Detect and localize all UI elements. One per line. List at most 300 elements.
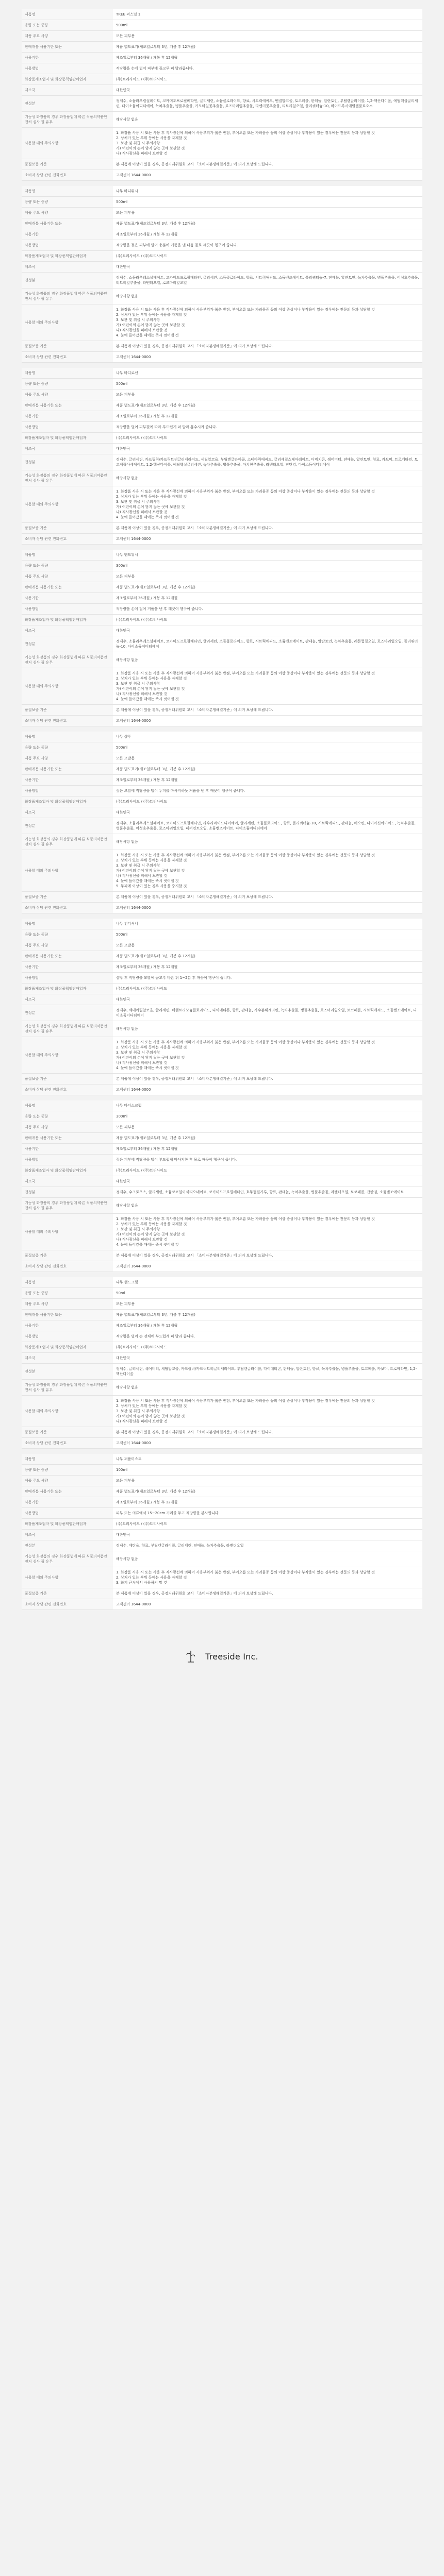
- row-value: 500ml: [113, 197, 422, 208]
- row-value: 정제수, 소듐라우레스설페이트, 코카미도프로필베타인, 라우라마이드디이에이, 글리세린, 소듐클로라이드, 향료, 폴리쿼터늄-10, 시트릭애씨드, 판테놀, 비오틴, 나이아신아마이드, 녹차추출물, 병풀추출물, 어성초추출물, 로즈마리잎오일, 페퍼민트오일, 소듐벤조에이트, 다이소듐이디티에이: [113, 818, 422, 834]
- table-row: [22, 218, 422, 229]
- table-row: [22, 652, 422, 668]
- footer: [0, 1615, 444, 1698]
- row-label: 전성분: [22, 636, 113, 652]
- row-value: 정제수, 세테아릴알코올, 글리세린, 베헨트리모늄클로라이드, 다이메티콘, 향료, 판테놀, 가수분해케라틴, 녹차추출물, 병풀추출물, 로즈마리잎오일, 토코페롤, 시트릭애씨드, 소듐벤조에이트, 다이소듐이디티에이: [113, 1005, 422, 1021]
- row-value: 나무 바디워시: [113, 186, 422, 197]
- table-row: [22, 940, 422, 951]
- table-row: [22, 1353, 422, 1364]
- row-value: 해당사항 없음: [113, 1198, 422, 1214]
- row-label: 판매개봉 사용기한 또는: [22, 1310, 113, 1320]
- table-row: [22, 929, 422, 940]
- row-value: 제품 별도표기(제조일로부터 3년, 개봉 후 12개월): [113, 42, 422, 53]
- table-row: [22, 1454, 422, 1465]
- table-row: [22, 1497, 422, 1508]
- table-row: [22, 1320, 422, 1331]
- row-value: 정제수, 소듐라우레스설페이트, 코카미도프로필베타인, 글리세린, 소듐클로라이드, 향료, 시트릭애씨드, 소듐벤조에이트, 폴리쿼터늄-7, 판테놀, 알란토인, 녹차추출물, 병풀추출물, 어성초추출물, 티트리잎추출물, 라벤더오일, 로즈마리잎오일: [113, 273, 422, 289]
- table-row: [22, 1037, 422, 1074]
- table-row: [22, 85, 422, 96]
- row-label: 기능성 화장품의 경우 화장품법에 따른 식품의약품안전처 심사 필 유무: [22, 112, 113, 128]
- row-value: 모든 모발용: [113, 940, 422, 951]
- product-info-table: [22, 550, 422, 726]
- row-value: 본 제품에 이상이 있을 경우, 공정거래위원회 고시 「소비자분쟁해결기준」에 의거 보상해 드립니다.: [113, 523, 422, 534]
- row-value: 고객센터 1644-0000: [113, 1261, 422, 1272]
- row-value: 제조일로부터 36개월 / 개봉 후 12개월: [113, 1320, 422, 1331]
- table-row: [22, 1310, 422, 1320]
- row-label: 판매개봉 사용기한 또는: [22, 1486, 113, 1497]
- table-row: [22, 1122, 422, 1133]
- table-row: [22, 159, 422, 170]
- row-label: 제조국: [22, 85, 113, 96]
- row-value: 제품 별도표기(제조일로부터 3년, 개봉 후 12개월): [113, 218, 422, 229]
- table-row: [22, 352, 422, 363]
- table-row: [22, 1299, 422, 1310]
- table-row: [22, 1165, 422, 1176]
- table-row: [22, 1074, 422, 1084]
- table-row: [22, 1567, 422, 1588]
- row-label: 용량 또는 중량: [22, 1111, 113, 1122]
- row-label: 소비자 상담 관련 전화번호: [22, 534, 113, 545]
- table-row: [22, 31, 422, 42]
- row-label: 제품명: [22, 1277, 113, 1288]
- row-value: 대한민국: [113, 994, 422, 1005]
- table-row: [22, 1133, 422, 1144]
- table-row: [22, 534, 422, 545]
- table-row: [22, 1111, 422, 1122]
- row-label: 사용기한: [22, 775, 113, 786]
- row-value: 제조일로부터 36개월 / 개봉 후 12개월: [113, 1497, 422, 1508]
- row-label: 화장품제조업자 및 화장품책임판매업자: [22, 74, 113, 85]
- row-label: 전성분: [22, 818, 113, 834]
- row-label: 용량 또는 중량: [22, 742, 113, 753]
- row-value: 1. 화장품 사용 시 또는 사용 후 직사광선에 의하여 사용부위가 붉은 반점, 부어오름 또는 가려움증 등의 이상 증상이나 부작용이 있는 경우에는 전문의 등과 상담할 것 2. 상처가 있는 부위 등에는 사용을 자제할 것 3. 보관 및 취급 시 주의사항 가) 어린이의 손이 닿지 않는 곳에 보관할 것 나) 직사광선을 피해서 보관할 것 4. 눈에 들어갔을 때에는 즉시 씻어낼 것: [113, 1037, 422, 1074]
- row-value: 나무 샴푸: [113, 732, 422, 742]
- row-value: 모든 피부용: [113, 1299, 422, 1310]
- row-value: 정제수, 수크로오스, 글리세린, 소듐코코일이세티오네이트, 코카미도프로필베타인, 호두껍질가루, 향료, 판테놀, 녹차추출물, 병풀추출물, 라벤더오일, 토코페롤, 잔탄검, 소듐벤조에이트: [113, 1187, 422, 1198]
- row-label: 기능성 화장품의 경우 화장품법에 따른 식품의약품안전처 심사 필 유무: [22, 470, 113, 486]
- table-row: [22, 1530, 422, 1540]
- row-value: 대한민국: [113, 807, 422, 818]
- row-value: 모든 피부용: [113, 31, 422, 42]
- row-label: 제품 주요 사양: [22, 1122, 113, 1133]
- table-row: [22, 1519, 422, 1530]
- table-row: [22, 818, 422, 834]
- row-label: 제품 주요 사양: [22, 571, 113, 582]
- row-value: (주)트리사이드 / (주)트리사이드: [113, 796, 422, 807]
- table-row: [22, 411, 422, 422]
- table-row: [22, 289, 422, 304]
- table-row: [22, 42, 422, 53]
- table-row: [22, 53, 422, 63]
- row-label: 사용방법: [22, 422, 113, 433]
- table-row: [22, 251, 422, 262]
- table-row: [22, 9, 422, 20]
- row-value: 해당사항 없음: [113, 470, 422, 486]
- row-label: 제조국: [22, 994, 113, 1005]
- row-label: 화장품제조업자 및 화장품책임판매업자: [22, 615, 113, 625]
- row-value: 모든 피부용: [113, 389, 422, 400]
- row-value: 해당사항 없음: [113, 112, 422, 128]
- row-value: 나무 바디스크럽: [113, 1100, 422, 1111]
- table-row: [22, 742, 422, 753]
- row-value: 적당량을 덜어 피부결에 따라 부드럽게 펴 발라 흡수시켜 줍니다.: [113, 422, 422, 433]
- row-label: 제품 주요 사양: [22, 389, 113, 400]
- table-row: [22, 444, 422, 454]
- row-label: 사용기한: [22, 1144, 113, 1155]
- row-value: 대한민국: [113, 625, 422, 636]
- table-row: [22, 1288, 422, 1299]
- row-label: 용량 또는 중량: [22, 561, 113, 571]
- table-row: [22, 1261, 422, 1272]
- row-value: TREE 퍼스널 1: [113, 9, 422, 20]
- row-label: 화장품제조업자 및 화장품책임판매업자: [22, 1165, 113, 1176]
- row-label: 사용기한: [22, 229, 113, 240]
- table-row: [22, 454, 422, 470]
- row-value: 1. 화장품 사용 시 또는 사용 후 직사광선에 의하여 사용부위가 붉은 반점, 부어오름 또는 가려움증 등의 이상 증상이나 부작용이 있는 경우에는 전문의 등과 상담할 것 2. 상처가 있는 부위 등에는 사용을 자제할 것 3. 보관 및 취급 시 주의사항 가) 어린이의 손이 닿지 않는 곳에 보관할 것 나) 직사광선을 피해서 보관할 것: [113, 1396, 422, 1427]
- row-label: 사용기한: [22, 411, 113, 422]
- table-row: [22, 705, 422, 716]
- row-label: 제품 주요 사양: [22, 1299, 113, 1310]
- row-label: 제품명: [22, 919, 113, 929]
- product-info-table: [22, 9, 422, 181]
- table-row: [22, 582, 422, 593]
- table-row: [22, 1476, 422, 1486]
- table-row: [22, 973, 422, 984]
- row-label: 기능성 화장품의 경우 화장품법에 따른 식품의약품안전처 심사 필 유무: [22, 834, 113, 850]
- row-value: 모든 피부용: [113, 1122, 422, 1133]
- table-row: [22, 984, 422, 994]
- row-value: 해당사항 없음: [113, 652, 422, 668]
- row-label: 용량 또는 중량: [22, 929, 113, 940]
- row-value: 500ml: [113, 742, 422, 753]
- row-value: (주)트리사이드 / (주)트리사이드: [113, 433, 422, 444]
- row-label: 제품 주요 사양: [22, 31, 113, 42]
- row-value: 정제수, 소듐라우레스설페이트, 코카미도프로필베타인, 글리세린, 소듐클로라이드, 향료, 시트릭애씨드, 소듐벤조에이트, 판테놀, 알란토인, 녹차추출물, 레몬껍질오일, 로즈마리잎오일, 폴리쿼터늄-10, 다이소듐이디티에이: [113, 636, 422, 652]
- row-value: (주)트리사이드 / (주)트리사이드: [113, 615, 422, 625]
- table-row: [22, 668, 422, 705]
- row-label: 사용방법: [22, 1331, 113, 1342]
- row-value: 나무 핸드크림: [113, 1277, 422, 1288]
- row-label: 판매개봉 사용기한 또는: [22, 1133, 113, 1144]
- row-label: 화장품제조업자 및 화장품책임판매업자: [22, 433, 113, 444]
- table-row: [22, 571, 422, 582]
- product-info-sections: [0, 9, 444, 1610]
- row-label: 소비자 상담 관련 전화번호: [22, 1084, 113, 1095]
- table-row: [22, 716, 422, 726]
- row-label: 품질보증 기준: [22, 1250, 113, 1261]
- row-label: 판매개봉 사용기한 또는: [22, 582, 113, 593]
- row-label: 전성분: [22, 1364, 113, 1380]
- brand-name: Treeside Inc.: [205, 1651, 258, 1662]
- row-label: 화장품제조업자 및 화장품책임판매업자: [22, 1342, 113, 1353]
- row-value: 본 제품에 이상이 있을 경우, 공정거래위원회 고시 「소비자분쟁해결기준」에 의거 보상해 드립니다.: [113, 159, 422, 170]
- row-value: (주)트리사이드 / (주)트리사이드: [113, 1519, 422, 1530]
- row-value: 1. 화장품 사용 시 또는 사용 후 직사광선에 의하여 사용부위가 붉은 반점, 부어오름 또는 가려움증 등의 이상 증상이나 부작용이 있는 경우에는 전문의 등과 상담할 것 2. 상처가 있는 부위 등에는 사용을 자제할 것 3. 보관 및 취급 시 주의사항 가) 어린이의 손이 닿지 않는 곳에 보관할 것 나) 직사광선을 피해서 보관할 것 4. 눈에 들어갔을 때에는 즉시 씻어낼 것: [113, 304, 422, 341]
- row-label: 소비자 상담 관련 전화번호: [22, 716, 113, 726]
- table-row: [22, 1486, 422, 1497]
- row-value: 모든 피부용: [113, 1476, 422, 1486]
- row-label: 제조국: [22, 262, 113, 273]
- row-label: 제품명: [22, 368, 113, 379]
- row-value: 제조일로부터 36개월 / 개봉 후 12개월: [113, 53, 422, 63]
- row-label: 품질보증 기준: [22, 1074, 113, 1084]
- product-info-table: [22, 186, 422, 363]
- row-label: 제조국: [22, 1530, 113, 1540]
- row-label: 제조국: [22, 625, 113, 636]
- row-label: 전성분: [22, 1187, 113, 1198]
- row-value: 고객센터 1644-0000: [113, 170, 422, 181]
- table-row: [22, 1540, 422, 1551]
- row-label: 화장품제조업자 및 화장품책임판매업자: [22, 251, 113, 262]
- table-row: [22, 892, 422, 903]
- table-row: [22, 170, 422, 181]
- table-row: [22, 786, 422, 796]
- row-value: 모든 모발용: [113, 753, 422, 764]
- table-row: [22, 273, 422, 289]
- row-value: 고객센터 1644-0000: [113, 534, 422, 545]
- row-label: 전성분: [22, 96, 113, 112]
- row-label: 기능성 화장품의 경우 화장품법에 따른 식품의약품안전처 심사 필 유무: [22, 652, 113, 668]
- row-label: 용량 또는 중량: [22, 20, 113, 31]
- table-row: [22, 486, 422, 523]
- table-row: [22, 850, 422, 892]
- row-label: 사용할 때의 주의사항: [22, 304, 113, 341]
- row-value: 정제수, 글리세린, 쉐어버터, 세틸알코올, 카프릴릭/카프릭트리글리세라이드, 부틸렌글라이콜, 다이메티콘, 판테놀, 알란토인, 향료, 녹차추출물, 병풀추출물, 토코페롤, 카보머, 트로메타민, 1,2-헥산다이올: [113, 1364, 422, 1380]
- row-label: 품질보증 기준: [22, 892, 113, 903]
- row-value: 정제수, 소듐라우릴설페이트, 코카미도프로필베타인, 글리세린, 소듐클로라이드, 향료, 시트릭애씨드, 벤질알코올, 토코페롤, 판테놀, 알란토인, 부틸렌글라이콜, 1,2-헥산다이올, 에틸헥실글리세린, 다이소듐이디티에이, 녹차추출물, 병풀추출물, 카모마일꽃추출물, 로즈마리잎추출물, 라벤더꽃추출물, 티트리잎오일, 폴리쿼터늄-10, 하이드록시에틸셀룰로오스: [113, 96, 422, 112]
- row-label: 기능성 화장품의 경우 화장품법에 따른 식품의약품안전처 심사 필 유무: [22, 1021, 113, 1037]
- tree-logo-icon: [186, 1650, 196, 1663]
- row-label: 사용기한: [22, 962, 113, 973]
- row-value: 해당사항 없음: [113, 1380, 422, 1396]
- row-label: 사용방법: [22, 604, 113, 615]
- product-info-table: [22, 1277, 422, 1449]
- table-row: [22, 625, 422, 636]
- table-row: [22, 1144, 422, 1155]
- table-row: [22, 1005, 422, 1021]
- table-row: [22, 764, 422, 775]
- row-label: 사용할 때의 주의사항: [22, 1396, 113, 1427]
- row-label: 사용방법: [22, 63, 113, 74]
- table-row: [22, 262, 422, 273]
- row-label: 판매개봉 사용기한 또는: [22, 218, 113, 229]
- row-value: 적당량을 젖은 피부에 덜어 충분히 거품을 낸 다음 물로 깨끗이 헹구어 줍니다.: [113, 240, 422, 251]
- row-label: 화장품제조업자 및 화장품책임판매업자: [22, 984, 113, 994]
- row-value: 적당량을 덜어 손 전체에 부드럽게 펴 발라 줍니다.: [113, 1331, 422, 1342]
- row-value: 젖은 모발에 적당량을 덜어 두피를 마사지하듯 거품을 낸 후 깨끗이 헹구어 줍니다.: [113, 786, 422, 796]
- row-value: 제품 별도표기(제조일로부터 3년, 개봉 후 12개월): [113, 764, 422, 775]
- table-row: [22, 1465, 422, 1476]
- table-row: [22, 561, 422, 571]
- table-row: [22, 1155, 422, 1165]
- row-value: 정제수, 글리세린, 카프릴릭/카프릭트리글리세라이드, 세틸알코올, 부틸렌글라이콜, 스테아릭애씨드, 글리세릴스테아레이트, 디메치콘, 쉐어버터, 판테놀, 알란토인, 향료, 카보머, 트로메타민, 토코페릴아세테이트, 1,2-헥산다이올, 에틸헥실글리세린, 녹차추출물, 병풀추출물, 마치현추출물, 라벤더오일, 잔탄검, 다이소듐이디티에이: [113, 454, 422, 470]
- row-value: 고객센터 1644-0000: [113, 1599, 422, 1610]
- row-label: 전성분: [22, 1540, 113, 1551]
- row-label: 제품 주요 사양: [22, 940, 113, 951]
- table-row: [22, 903, 422, 913]
- row-label: 품질보증 기준: [22, 159, 113, 170]
- table-row: [22, 919, 422, 929]
- row-value: 1. 화장품 사용 시 또는 사용 후 직사광선에 의하여 사용부위가 붉은 반점, 부어오름 또는 가려움증 등의 이상 증상이나 부작용이 있는 경우에는 전문의 등과 상담할 것 2. 상처가 있는 부위 등에는 사용을 자제할 것 3. 보관 및 취급 시 주의사항 가) 어린이의 손이 닿지 않는 곳에 보관할 것 나) 직사광선을 피해서 보관할 것: [113, 128, 422, 159]
- row-label: 품질보증 기준: [22, 1427, 113, 1438]
- row-label: 사용방법: [22, 1508, 113, 1519]
- row-label: 소비자 상담 관련 전화번호: [22, 170, 113, 181]
- row-value: (주)트리사이드 / (주)트리사이드: [113, 1342, 422, 1353]
- row-label: 용량 또는 중량: [22, 1288, 113, 1299]
- table-row: [22, 753, 422, 764]
- row-value: 나무 바디로션: [113, 368, 422, 379]
- row-label: 제조국: [22, 444, 113, 454]
- row-label: 전성분: [22, 1005, 113, 1021]
- row-value: 적당량을 손에 덜어 거품을 낸 후 깨끗이 헹구어 줍니다.: [113, 604, 422, 615]
- product-info-table: [22, 732, 422, 913]
- row-label: 소비자 상담 관련 전화번호: [22, 903, 113, 913]
- row-label: 기능성 화장품의 경우 화장품법에 따른 식품의약품안전처 심사 필 유무: [22, 1198, 113, 1214]
- row-value: 고객센터 1644-0000: [113, 352, 422, 363]
- row-value: 300ml: [113, 561, 422, 571]
- row-label: 전성분: [22, 454, 113, 470]
- row-value: 대한민국: [113, 85, 422, 96]
- row-label: 판매개봉 사용기한 또는: [22, 42, 113, 53]
- row-label: 사용기한: [22, 1497, 113, 1508]
- table-row: [22, 20, 422, 31]
- table-row: [22, 1187, 422, 1198]
- row-value: 해당사항 없음: [113, 289, 422, 304]
- row-value: 본 제품에 이상이 있을 경우, 공정거래위원회 고시 「소비자분쟁해결기준」에 의거 보상해 드립니다.: [113, 1588, 422, 1599]
- table-row: [22, 1250, 422, 1261]
- row-label: 기능성 화장품의 경우 화장품법에 따른 식품의약품안전처 심사 필 유무: [22, 1380, 113, 1396]
- row-value: 1. 화장품 사용 시 또는 사용 후 직사광선에 의하여 사용부위가 붉은 반점, 부어오름 또는 가려움증 등의 이상 증상이나 부작용이 있는 경우에는 전문의 등과 상담할 것 2. 상처가 있는 부위 등에는 사용을 자제할 것 3. 보관 및 취급 시 주의사항 가) 어린이의 손이 닿지 않는 곳에 보관할 것 나) 직사광선을 피해서 보관할 것 4. 눈에 들어갔을 때에는 즉시 씻어낼 것: [113, 668, 422, 705]
- row-value: 100ml: [113, 1465, 422, 1476]
- row-label: 소비자 상담 관련 전화번호: [22, 1599, 113, 1610]
- row-label: 화장품제조업자 및 화장품책임판매업자: [22, 796, 113, 807]
- row-value: 제품 별도표기(제조일로부터 3년, 개봉 후 12개월): [113, 1133, 422, 1144]
- row-value: 본 제품에 이상이 있을 경우, 공정거래위원회 고시 「소비자분쟁해결기준」에 의거 보상해 드립니다.: [113, 1427, 422, 1438]
- row-label: 제품명: [22, 1454, 113, 1465]
- row-label: 용량 또는 중량: [22, 1465, 113, 1476]
- table-row: [22, 389, 422, 400]
- row-label: 판매개봉 사용기한 또는: [22, 951, 113, 962]
- row-label: 사용방법: [22, 240, 113, 251]
- row-value: 제품 별도표기(제조일로부터 3년, 개봉 후 12개월): [113, 400, 422, 411]
- table-row: [22, 208, 422, 218]
- row-label: 사용방법: [22, 973, 113, 984]
- table-row: [22, 1021, 422, 1037]
- row-value: 피부 또는 의류에서 15~20cm 거리를 두고 적당량을 분사합니다.: [113, 1508, 422, 1519]
- table-row: [22, 615, 422, 625]
- table-row: [22, 1331, 422, 1342]
- table-row: [22, 379, 422, 389]
- product-info-table: [22, 1454, 422, 1610]
- row-value: 제품 별도표기(제조일로부터 3년, 개봉 후 12개월): [113, 582, 422, 593]
- row-label: 용량 또는 중량: [22, 197, 113, 208]
- table-row: [22, 1599, 422, 1610]
- row-value: 본 제품에 이상이 있을 경우, 공정거래위원회 고시 「소비자분쟁해결기준」에 의거 보상해 드립니다.: [113, 341, 422, 352]
- row-value: 모든 피부용: [113, 571, 422, 582]
- table-row: [22, 1084, 422, 1095]
- row-label: 제조국: [22, 1176, 113, 1187]
- row-value: 50ml: [113, 1288, 422, 1299]
- row-value: 500ml: [113, 20, 422, 31]
- row-label: 소비자 상담 관련 전화번호: [22, 1438, 113, 1449]
- table-row: [22, 834, 422, 850]
- row-label: 판매개봉 사용기한 또는: [22, 400, 113, 411]
- table-row: [22, 368, 422, 379]
- row-label: 사용할 때의 주의사항: [22, 128, 113, 159]
- table-row: [22, 470, 422, 486]
- table-row: [22, 229, 422, 240]
- row-value: 제품 별도표기(제조일로부터 3년, 개봉 후 12개월): [113, 951, 422, 962]
- table-row: [22, 1551, 422, 1567]
- row-value: 제품 별도표기(제조일로부터 3년, 개봉 후 12개월): [113, 1310, 422, 1320]
- table-row: [22, 1588, 422, 1599]
- row-label: 품질보증 기준: [22, 341, 113, 352]
- row-value: (주)트리사이드 / (주)트리사이드: [113, 1165, 422, 1176]
- table-row: [22, 63, 422, 74]
- row-value: 제조일로부터 36개월 / 개봉 후 12개월: [113, 593, 422, 604]
- row-value: 제조일로부터 36개월 / 개봉 후 12개월: [113, 229, 422, 240]
- row-label: 제품명: [22, 550, 113, 561]
- table-row: [22, 1100, 422, 1111]
- row-label: 제품명: [22, 1100, 113, 1111]
- row-label: 판매개봉 사용기한 또는: [22, 764, 113, 775]
- row-label: 제품 주요 사양: [22, 753, 113, 764]
- row-value: 대한민국: [113, 1176, 422, 1187]
- row-label: 제품 주요 사양: [22, 208, 113, 218]
- table-row: [22, 1277, 422, 1288]
- row-value: 대한민국: [113, 1530, 422, 1540]
- row-value: 대한민국: [113, 262, 422, 273]
- table-row: [22, 1427, 422, 1438]
- row-label: 사용기한: [22, 1320, 113, 1331]
- table-row: [22, 807, 422, 818]
- row-label: 품질보증 기준: [22, 523, 113, 534]
- table-row: [22, 1364, 422, 1380]
- row-value: 샴푸 후 적당량을 모발에 골고루 바른 뒤 1~2분 후 깨끗이 헹구어 줍니다.: [113, 973, 422, 984]
- table-row: [22, 1342, 422, 1353]
- table-row: [22, 341, 422, 352]
- row-label: 용량 또는 중량: [22, 379, 113, 389]
- table-row: [22, 112, 422, 128]
- table-row: [22, 400, 422, 411]
- row-value: 제조일로부터 36개월 / 개봉 후 12개월: [113, 775, 422, 786]
- row-label: 기능성 화장품의 경우 화장품법에 따른 식품의약품안전처 심사 필 유무: [22, 289, 113, 304]
- row-label: 품질보증 기준: [22, 1588, 113, 1599]
- row-value: 제조일로부터 36개월 / 개봉 후 12개월: [113, 411, 422, 422]
- row-value: 적당량을 손에 덜어 피부에 골고루 펴 발라줍니다.: [113, 63, 422, 74]
- table-row: [22, 197, 422, 208]
- row-value: 정제수, 에탄올, 향료, 부틸렌글라이콜, 글리세린, 판테놀, 녹차추출물, 라벤더오일: [113, 1540, 422, 1551]
- row-label: 사용할 때의 주의사항: [22, 850, 113, 892]
- row-label: 제품 주요 사양: [22, 1476, 113, 1486]
- table-row: [22, 96, 422, 112]
- row-value: (주)트리사이드 / (주)트리사이드: [113, 251, 422, 262]
- table-row: [22, 433, 422, 444]
- row-value: 해당사항 없음: [113, 1551, 422, 1567]
- row-label: 제품명: [22, 186, 113, 197]
- row-label: 사용할 때의 주의사항: [22, 1214, 113, 1250]
- table-row: [22, 74, 422, 85]
- row-value: 해당사항 없음: [113, 834, 422, 850]
- row-label: 전성분: [22, 273, 113, 289]
- row-value: 제조일로부터 36개월 / 개봉 후 12개월: [113, 1144, 422, 1155]
- product-info-table: [22, 919, 422, 1095]
- row-value: 본 제품에 이상이 있을 경우, 공정거래위원회 고시 「소비자분쟁해결기준」에 의거 보상해 드립니다.: [113, 1074, 422, 1084]
- row-value: 대한민국: [113, 1353, 422, 1364]
- row-label: 사용할 때의 주의사항: [22, 668, 113, 705]
- row-label: 품질보증 기준: [22, 705, 113, 716]
- table-row: [22, 962, 422, 973]
